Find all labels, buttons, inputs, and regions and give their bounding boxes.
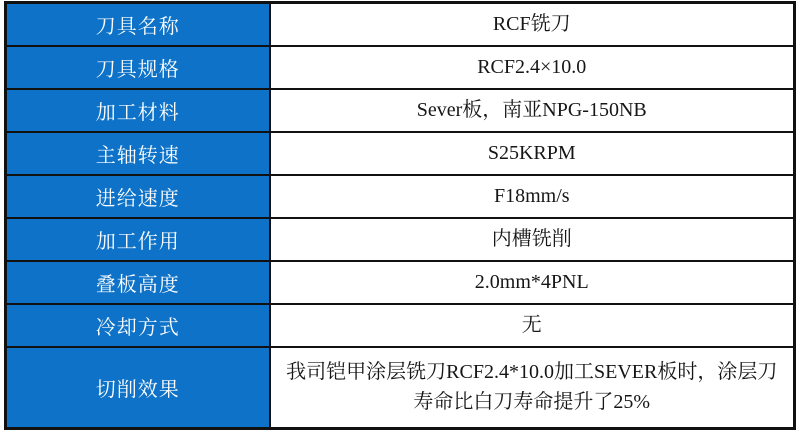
row-value: 内槽铣削 <box>270 218 795 261</box>
row-value: F18mm/s <box>270 175 795 218</box>
table-row <box>6 132 795 175</box>
row-value: Sever板，南亚NPG-150NB <box>270 89 795 132</box>
spec-table-body <box>6 3 795 429</box>
row-label: 进给速度 <box>6 175 270 218</box>
row-value: 2.0mm*4PNL <box>270 261 795 304</box>
table-row <box>6 347 795 429</box>
row-label: 主轴转速 <box>6 132 270 175</box>
row-label: 冷却方式 <box>6 304 270 347</box>
row-label: 叠板高度 <box>6 261 270 304</box>
row-label: 刀具规格 <box>6 46 270 89</box>
row-label: 加工作用 <box>6 218 270 261</box>
row-value: 无 <box>270 304 795 347</box>
row-label: 加工材料 <box>6 89 270 132</box>
table-row <box>6 304 795 347</box>
table-row <box>6 89 795 132</box>
row-label: 刀具名称 <box>6 3 270 46</box>
table-row <box>6 261 795 304</box>
table-row <box>6 218 795 261</box>
row-value: S25KRPM <box>270 132 795 175</box>
row-label: 切削效果 <box>6 347 270 429</box>
row-value: RCF铣刀 <box>270 3 795 46</box>
table-row <box>6 3 795 46</box>
table-row <box>6 46 795 89</box>
spec-table <box>4 1 796 430</box>
row-value: 我司铠甲涂层铣刀RCF2.4*10.0加工SEVER板时，涂层刀寿命比白刀寿命提升了25% <box>270 347 795 429</box>
table-row <box>6 175 795 218</box>
row-value: RCF2.4×10.0 <box>270 46 795 89</box>
